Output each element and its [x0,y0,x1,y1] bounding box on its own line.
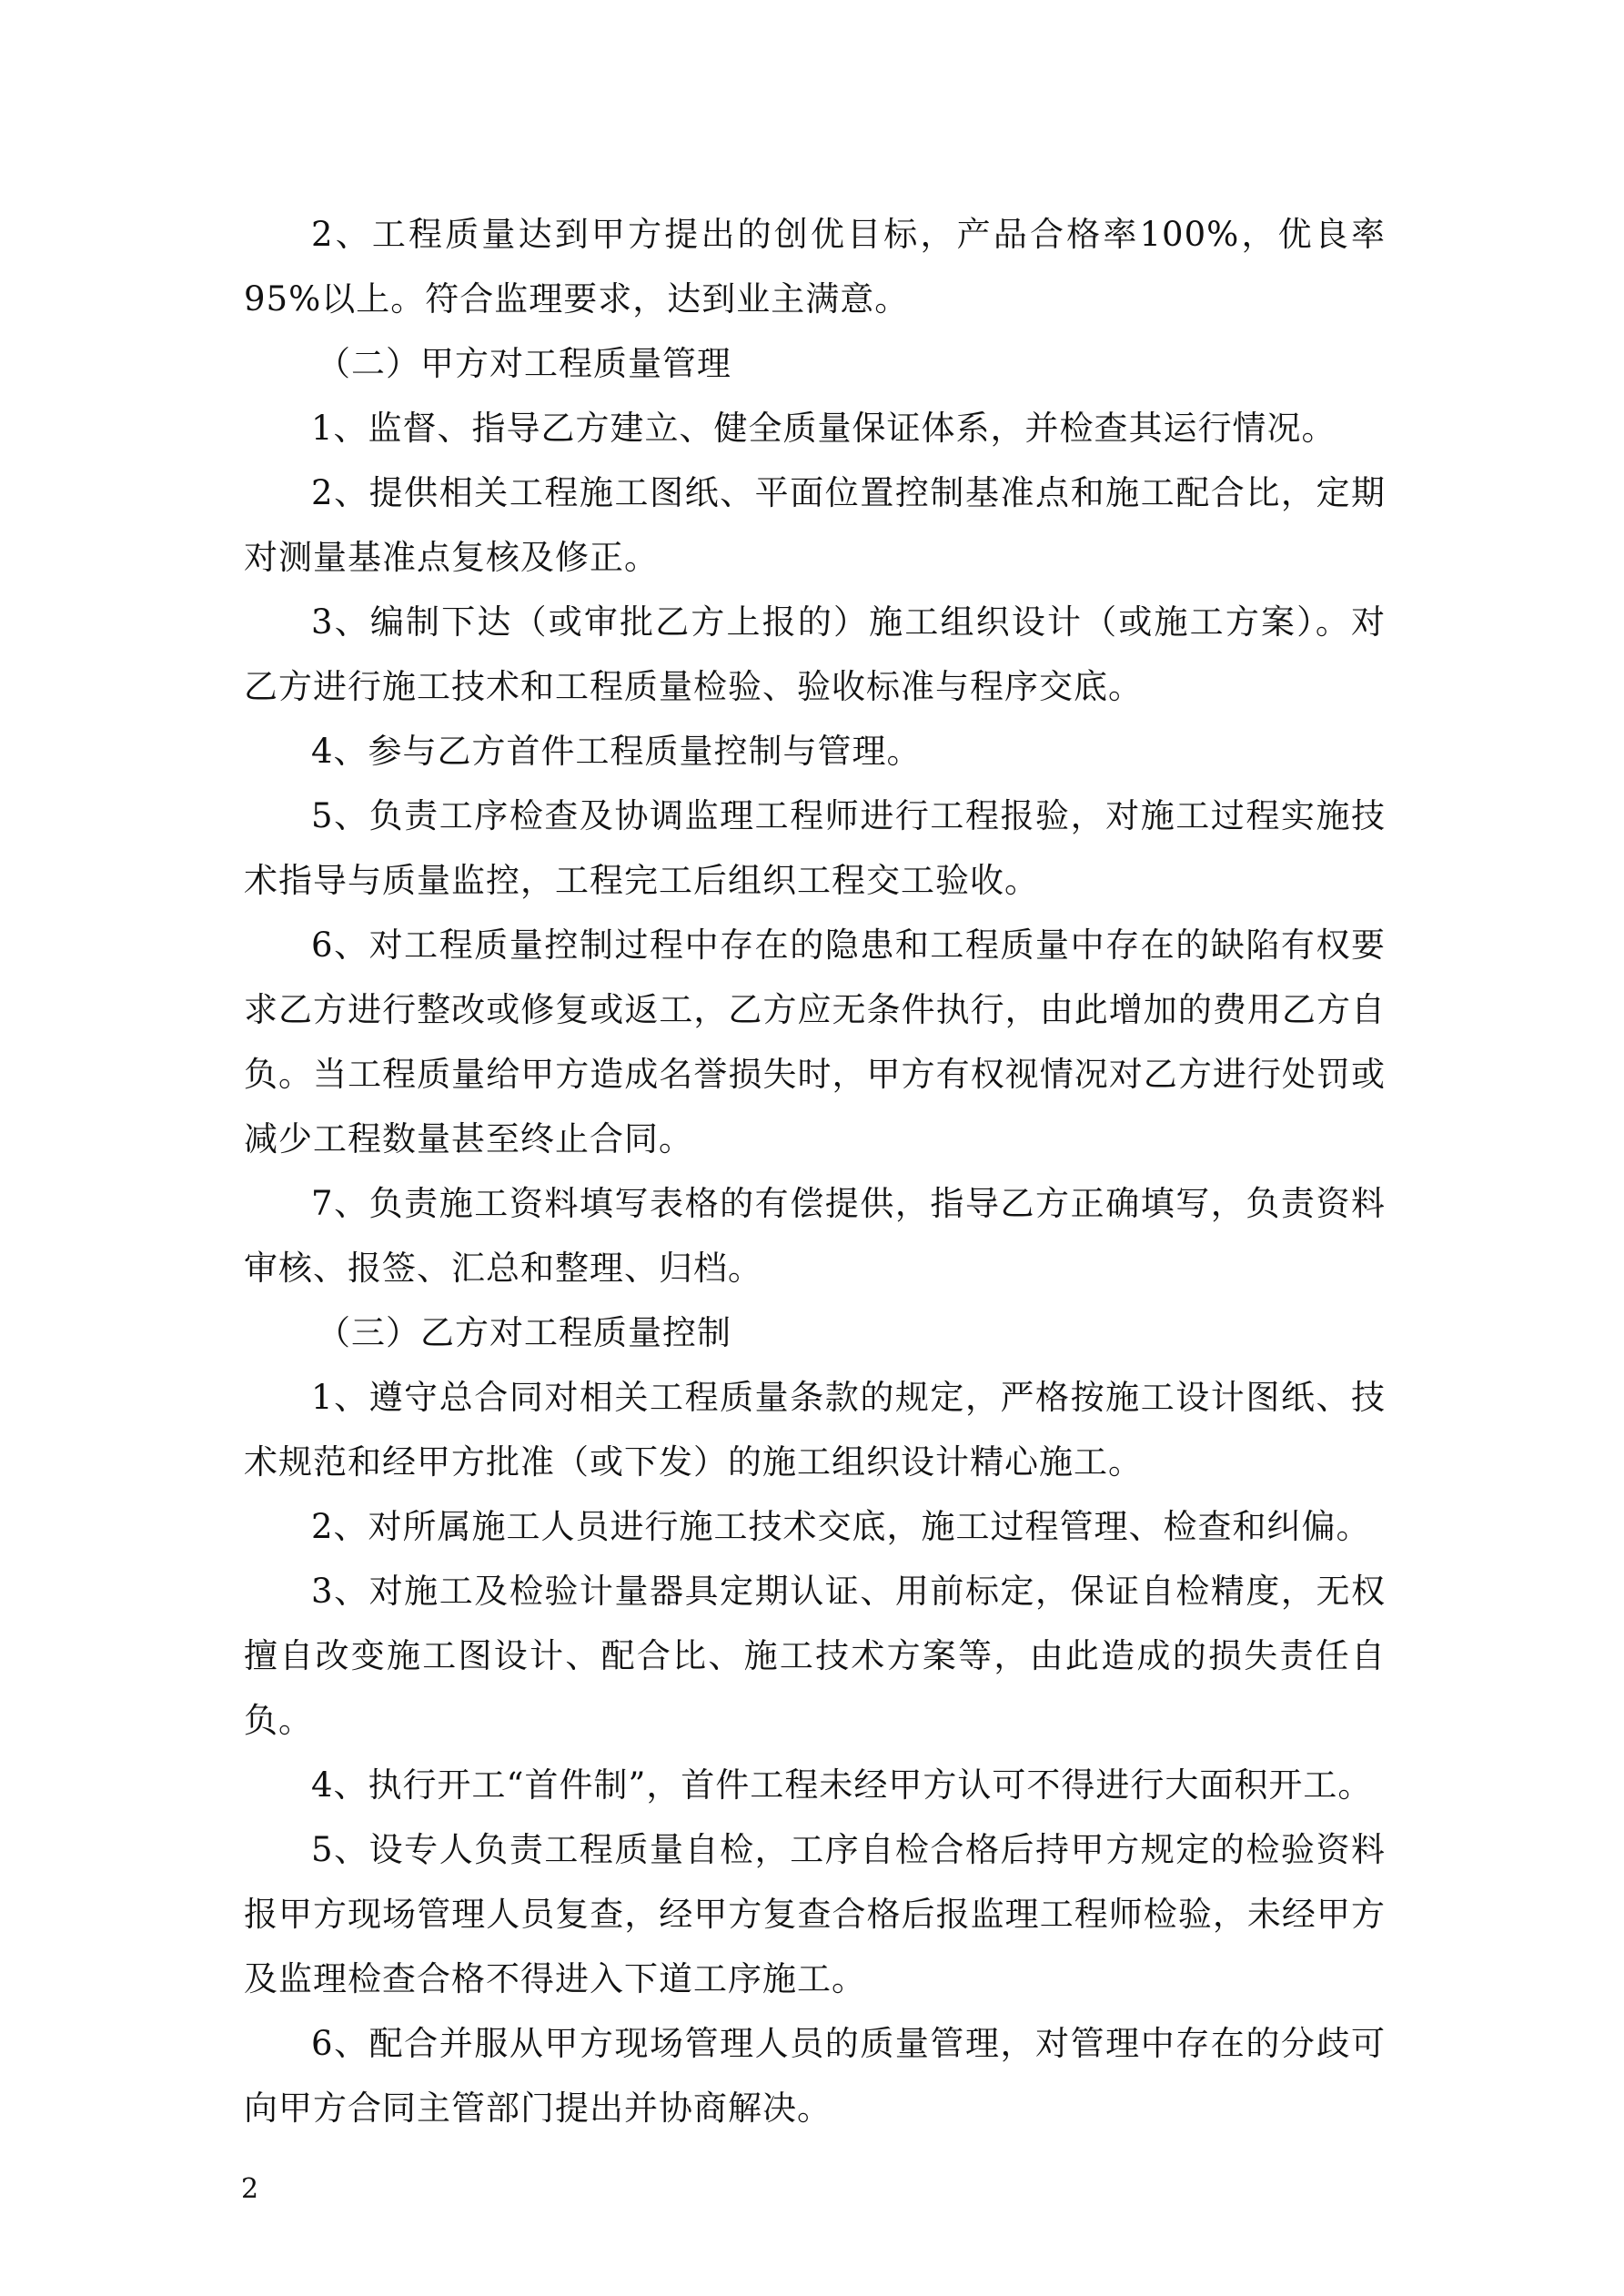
paragraph-a-item-7: 7、负责施工资料填写表格的有偿提供，指导乙方正确填写，负责资料审核、报签、汇总和整理、归档。 [244,1184,1386,1288]
section-heading-party-b-control: （三）乙方对工程质量控制 [317,1313,731,1352]
paragraph-a-item-5: 5、负责工序检查及协调监理工程师进行工程报验，对施工过程实施技术指导与质量监控，工程完工后组织工程交工验收。 [244,796,1386,900]
paragraph-a-item-2: 2、提供相关工程施工图纸、平面位置控制基准点和施工配合比，定期对测量基准点复核及修正。 [244,473,1386,577]
paragraph-a-item-3: 3、编制下达（或审批乙方上报的）施工组织设计（或施工方案）。对乙方进行施工技术和工程质量检验、验收标准与程序交底。 [244,602,1386,706]
paragraph-a-item-6: 6、对工程质量控制过程中存在的隐患和工程质量中存在的缺陷有权要求乙方进行整改或修复或返工，乙方应无条件执行，由此增加的费用乙方自负。当工程质量给甲方造成名誉损失时，甲方有权视情况对乙方进行处罚或减少工程数量甚至终止合同。 [244,925,1386,1158]
paragraph-a-item-4: 4、参与乙方首件工程质量控制与管理。 [311,732,922,771]
paragraph-b-item-2: 2、对所属施工人员进行施工技术交底，施工过程管理、检查和纠偏。 [311,1507,1371,1546]
paragraph-b-item-1: 1、遵守总合同对相关工程质量条款的规定，严格按施工设计图纸、技术规范和经甲方批准（或下发）的施工组织设计精心施工。 [244,1378,1386,1482]
paragraph-b-item-3: 3、对施工及检验计量器具定期认证、用前标定，保证自检精度，无权擅自改变施工图设计、配合比、施工技术方案等，由此造成的损失责任自负。 [244,1572,1386,1740]
document-body [244,202,1386,2140]
paragraph-b-item-6: 6、配合并服从甲方现场管理人员的质量管理，对管理中存在的分歧可向甲方合同主管部门提出并协商解决。 [244,2024,1386,2128]
paragraph-b-item-4: 4、执行开工“首件制”，首件工程未经甲方认可不得进行大面积开工。 [311,1765,1373,1805]
page-number: 2 [241,2173,259,2205]
paragraph-b-item-5: 5、设专人负责工程质量自检，工序自检合格后持甲方规定的检验资料报甲方现场管理人员复查，经甲方复查合格后报监理工程师检验，未经甲方及监理检查合格不得进入下道工序施工。 [244,1830,1386,1998]
paragraph-quality-target: 2、工程质量达到甲方提出的创优目标，产品合格率100%，优良率95%以上。符合监理要求，达到业主满意。 [244,215,1386,319]
section-heading-party-a-management: （二）甲方对工程质量管理 [317,344,731,383]
paragraph-a-item-1: 1、监督、指导乙方建立、健全质量保证体系，并检查其运行情况。 [311,409,1337,448]
